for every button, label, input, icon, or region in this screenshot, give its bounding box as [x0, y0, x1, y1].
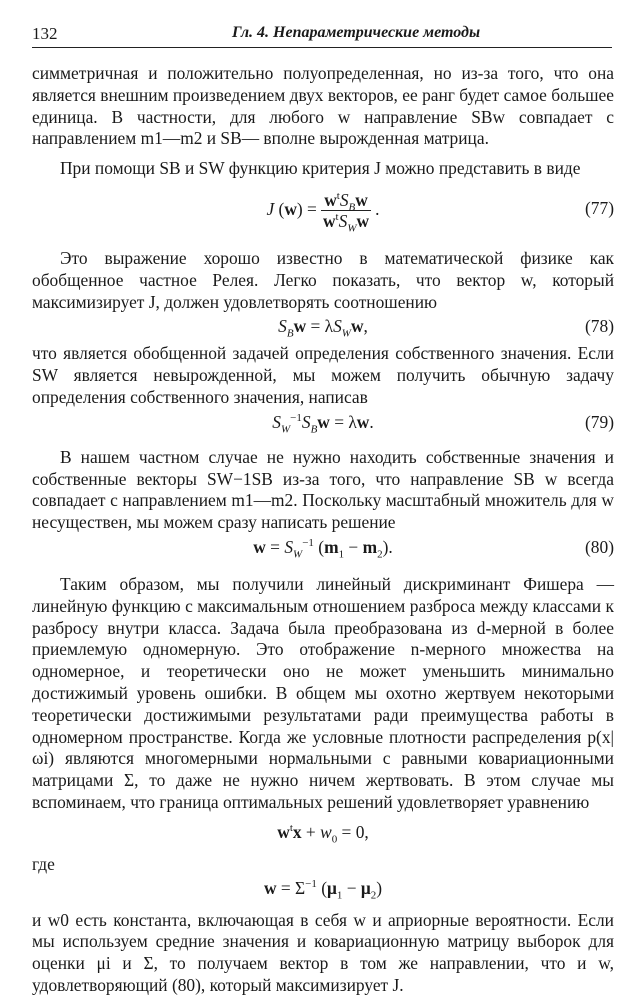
- equation-77: J (w) = $w^tS_Bw$ $w^tS_Ww$ . (77): [266, 190, 614, 235]
- equation-number: (77): [585, 197, 614, 218]
- equation-number: (79): [585, 411, 614, 432]
- paragraph-3: Это выражение хорошо известно в математической физике как обобщенное частное Релея. Легко показать, что вектор w, который максимизирует J, должен удовлетворять соотношению: [32, 247, 614, 312]
- page-number: 132: [32, 24, 58, 43]
- paragraph-4: что является обобщенной задачей определения собственного значения. Если SW является невырожденной, мы можем получить обычную задачу определения собственного значения, написав: [32, 343, 614, 407]
- page-header: [32, 22, 612, 48]
- equation-number: (80): [585, 536, 614, 557]
- equation-w: $w = \Sigma^{-1}$ $(\mu_1 - \mu_2)$: [263, 877, 383, 901]
- paragraph-2: При помощи SB и SW функцию критерия J можно представить в виде: [60, 158, 581, 179]
- running-title: Гл. 4. Непараметрические методы: [232, 24, 481, 41]
- paragraph-6: Таким образом, мы получили линейный дискриминант Фишера — линейную функцию с максимальным отношением разброса между классами к разбросу внутри класса. Задача была преобразована из d-мерной в более приемлемую одномерную. Это отображение n-мерного множества на одномерное, и теоретически оно не может уменьшить минимально достижимый уровень ошибки. В общем мы охотно жертвуем некоторыми теоретически достижимыми результатами ради преимущества работы в одномерном пространстве. Когда же условные плотности распределения p(x|ωi) являются многомерными нормальными с равными ковариационными матрицами Σ, то даже не нужно ничем жертвовать. В этом случае мы вспоминаем, что граница оптимальных решений удовлетворяет уравнению: [32, 573, 614, 812]
- paragraph-1: симметричная и положительно полуопределенная, но из-за того, что она является внешним произведением двух векторов, ее ранг будет самое большее единица. В частности, для любого w направление SBw совпадает с направлением m1—m2 и SB— вполне вырожденная матрица.: [32, 63, 614, 149]
- equation-78: $S_Bw = \lambda S_Ww$, (78): [278, 316, 614, 340]
- header-rule: [32, 47, 612, 48]
- equation-80: $w = S_W^{-1}$ $(m_1 - m_2)$. (80): [253, 536, 614, 561]
- equation-79: $S_W^{-1}S_Bw = \lambda w$. (79): [272, 411, 614, 436]
- page-body: [32, 63, 614, 997]
- paragraph-5: В нашем частном случае не нужно находить собственные значения и собственные векторы SW−1SB из-за того, что направление SB w всегда совпадает с направлением m1—m2. Поскольку масштабный множитель для w несуществен, мы можем сразу написать решение: [32, 446, 614, 533]
- paragraph-8: и w0 есть константа, включающая в себя w и априорные вероятности. Если мы используем средние значения и ковариационную матрицу выборок для оценки μi и Σ, то получаем вектор в том же направлении, что и w, удовлетворяющий (80), который максимизирует J.: [32, 909, 614, 995]
- equation-number: (78): [585, 316, 614, 337]
- paragraph-7: где: [32, 853, 55, 874]
- equation-boundary: $w^tx + w_0 = 0$,: [277, 821, 369, 846]
